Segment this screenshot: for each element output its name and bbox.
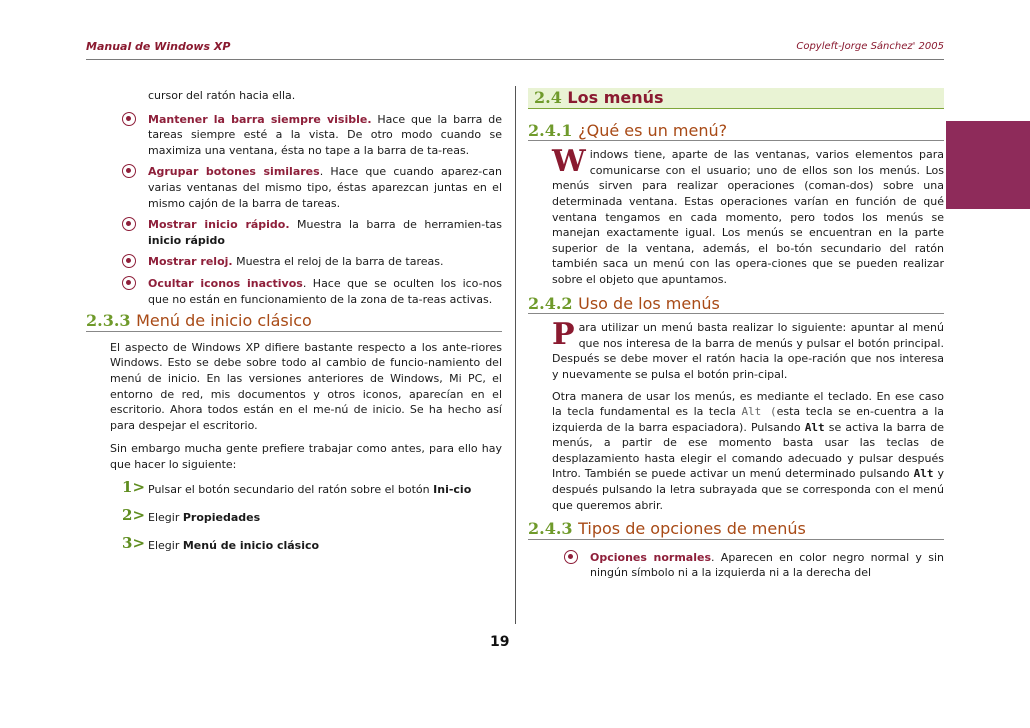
bullet-term: Mostrar inicio rápido.	[148, 218, 290, 232]
section-number: 2.4.1	[528, 120, 573, 140]
bullet-bold-text: inicio rápido	[148, 233, 225, 247]
chapter-tab	[946, 121, 1030, 209]
bullet-term: Ocultar iconos inactivos	[148, 276, 303, 290]
bullet-item	[86, 112, 502, 159]
paragraph: Windows tiene, aparte de las ventanas, varios elementos para comunicarse con el usuario; uno de ellos son los menús. Los menús sirven para realizar operaciones (coman-dos) sobre una determinada ventana. Estas operaciones varían en función de qué ventana tengamos en cada momento, pero todos los menús se manejan exactamente igual. Los menús se encuentran en la parte superior de la ventana, además, el bo-tón secundario del ratón también saca un menú con las opera-ciones que se pueden realizar sobre el objeto que apuntamos.	[552, 144, 944, 286]
bullet-text: Muestra el reloj de la barra de tareas.	[232, 255, 444, 269]
section-title: Los menús	[567, 88, 664, 107]
step-item	[86, 506, 502, 526]
section-number: 2.4.3	[528, 519, 573, 539]
section-number: 2.4.2	[528, 293, 573, 313]
drop-cap: P	[552, 317, 575, 353]
section-number: 2.3.3	[86, 311, 131, 331]
page-header	[86, 38, 944, 60]
continued-text: cursor del ratón hacia ella.	[148, 89, 296, 102]
bullet-item	[528, 550, 944, 581]
section-number: 2.4	[534, 88, 562, 107]
bullet-icon	[122, 217, 136, 231]
bullet-term: Agrupar botones similares	[148, 165, 320, 179]
bullet-icon	[122, 164, 136, 178]
step-text: Elegir	[148, 538, 183, 552]
subsection-heading	[528, 293, 944, 315]
bullet-text: . Hace que cuando aparez-can varias ventanas del mismo tipo, éstas aparezcan juntas en el mismo cajón de la barra de tareas.	[148, 165, 502, 210]
key-alt: Alt (	[741, 405, 777, 419]
step-bold: Menú de inicio clásico	[182, 538, 320, 552]
column-divider	[515, 86, 516, 624]
bullet-term: Opciones normales	[590, 550, 712, 564]
bullet-term: Mantener la barra siempre visible.	[148, 112, 372, 126]
bullet-item	[86, 276, 502, 307]
section-title: ¿Qué es un menú?	[578, 120, 728, 140]
bullet-icon	[122, 276, 136, 290]
bullet-item	[86, 164, 502, 211]
step-item	[86, 478, 502, 498]
paragraph: Para utilizar un menú basta realizar lo siguiente: apuntar al menú que nos interesa de la barra de menús y pulsar el botón principal. Después se debe mover el ratón hacia la ope-ración que nos interesa y nuevamente se pulsa el botón prin-cipal.	[552, 317, 944, 381]
header-copyright: Copyleft-Jorge Sánchez' 2005	[796, 41, 944, 52]
bullet-text: Muestra la barra de herramien-tas	[289, 218, 502, 232]
step-number: 3>	[122, 533, 146, 552]
section-title: Tipos de opciones de menús	[578, 519, 806, 539]
header-title: Manual de Windows XP	[86, 40, 231, 53]
main-section-heading	[528, 88, 944, 109]
section-body	[86, 340, 502, 473]
bullet-text: . Hace que se oculten los ico-nos que no están en funcionamiento de la zona de ta-reas activas.	[148, 276, 503, 306]
drop-cap: W	[552, 144, 586, 180]
bullet-icon	[122, 112, 136, 126]
subsection-heading	[528, 120, 944, 142]
key-alt: Alt	[913, 467, 934, 481]
subsection-heading	[528, 521, 944, 540]
key-alt: Alt	[804, 420, 825, 434]
paragraph: Sin embargo mucha gente prefiere trabajar como antes, para ello hay que hacer lo siguiente:	[110, 442, 502, 471]
step-text: Elegir	[148, 511, 183, 525]
bullet-text: . Aparecen en color negro normal y sin ningún símbolo ni a la izquierda ni a la derecha del	[590, 550, 944, 580]
section-title: Uso de los menús	[578, 293, 720, 313]
step-number: 1>	[122, 478, 146, 497]
left-column	[86, 88, 502, 553]
bullet-item	[86, 254, 502, 270]
bullet-item	[86, 217, 502, 248]
paragraph: El aspecto de Windows XP difiere bastante respecto a los ante-riores Windows. Esto se debe sobre todo al cambio de funcio-namiento del menú de inicio. En las versiones anteriores de Windows, Mi PC, el entorno de red, mis documentos y otros iconos, aparecían en el escritorio. Ahora todos están en el me-nú de inicio. Se ha hecho así para despejar el escritorio.	[110, 340, 502, 432]
step-item	[86, 533, 502, 554]
bullet-term: Mostrar reloj.	[148, 255, 233, 269]
section-heading	[86, 313, 502, 332]
bullet-text: Hace que la barra de tareas siempre esté a la vista. De otro modo cuando se maximiza una ventana, ésta no tape a la barra de ta-reas.	[148, 112, 502, 157]
step-number: 2>	[122, 506, 146, 525]
step-text: Pulsar el botón secundario del ratón sobre el botón	[148, 483, 434, 497]
page-number: 19	[490, 634, 510, 650]
right-column	[528, 88, 944, 581]
step-bold: Ini-cio	[433, 483, 472, 497]
paragraph: Otra manera de usar los menús, es mediante el teclado. En ese caso la tecla fundamental es la tecla Alt (esta tecla se en-cuentra a la izquierda de la barra espaciadora). Pulsando Alt se activa la barra de menús, a partir de ese momento basta usar las teclas de desplazamiento hasta elegir el comando adecuado y pulsar después Intro. También se puede activar un menú determinado pulsando Alt y después pulsando la letra subrayada que se corresponda con el menú que queremos abrir.	[552, 389, 944, 512]
section-title: Menú de inicio clásico	[136, 311, 312, 331]
step-bold: Propiedades	[182, 511, 261, 525]
bullet-icon	[564, 550, 578, 564]
bullet-icon	[122, 254, 136, 268]
